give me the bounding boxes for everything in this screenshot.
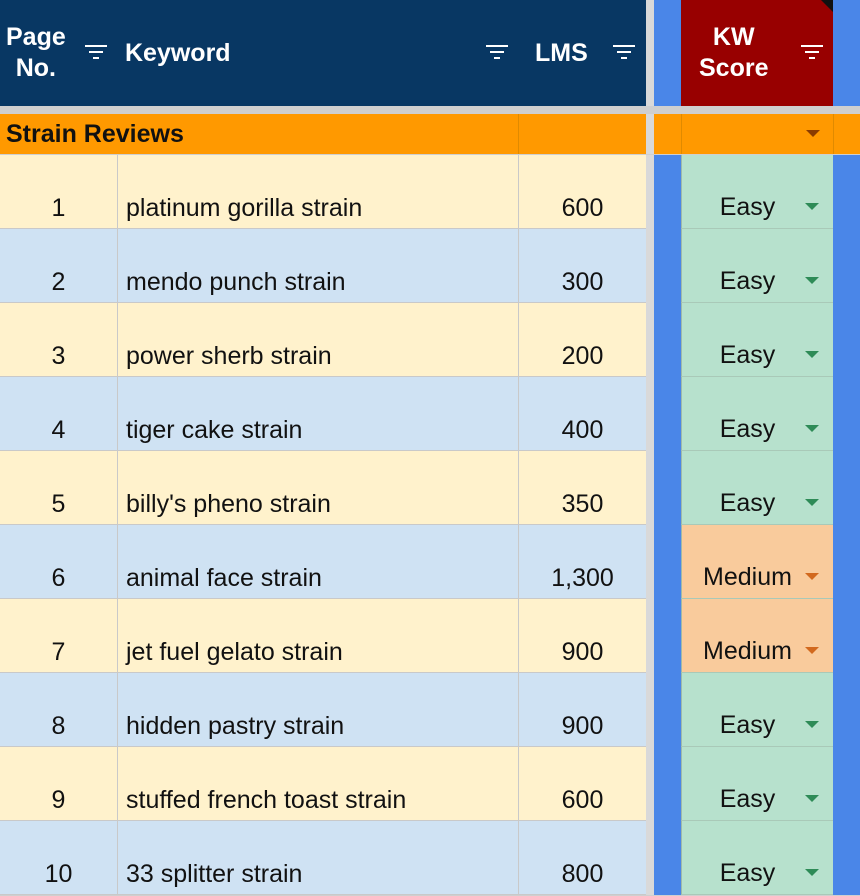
header-right-strip [833,0,860,106]
header-keyword: Keyword [125,39,231,67]
kw-score-dropdown[interactable] [681,377,833,451]
lms-cell[interactable]: 600 [561,194,604,222]
section-right [833,114,860,154]
page-number-cell[interactable]: 8 [51,712,66,740]
dropdown-arrow-icon[interactable] [805,573,819,580]
kw-score-value: Easy [719,489,776,517]
kw-score-dropdown[interactable] [681,599,833,673]
row-right-strip [833,673,860,747]
page-number-cell[interactable]: 5 [51,490,66,518]
row-right-strip [833,229,860,303]
section-divider [518,114,519,154]
header-keyword-cell [118,0,519,106]
lms-cell[interactable]: 900 [561,638,604,666]
lms-cell[interactable]: 600 [561,786,604,814]
keyword-cell[interactable]: jet fuel gelato strain [126,638,343,666]
page-number-cell[interactable]: 10 [44,860,73,888]
section-score-cell[interactable] [681,114,833,154]
kw-score-dropdown[interactable] [681,451,833,525]
header-page-no: Page No. [6,23,66,82]
kw-score-dropdown[interactable] [681,673,833,747]
row-gap [646,451,654,525]
lms-cell[interactable]: 350 [561,490,604,518]
row-right-strip [833,155,860,229]
header-lms: LMS [535,39,588,67]
row-gap [646,747,654,821]
lms-cell[interactable]: 900 [561,712,604,740]
dropdown-arrow-icon[interactable] [805,721,819,728]
dropdown-arrow-icon[interactable] [805,647,819,654]
kw-score-value: Medium [703,637,792,665]
row-right-strip [833,303,860,377]
row-gap [646,673,654,747]
row-gap [646,525,654,599]
row-blue-strip [654,821,681,895]
header-kw-score-cell [681,0,833,106]
row-gap [646,229,654,303]
dropdown-arrow-icon[interactable] [805,869,819,876]
row-right-strip [833,451,860,525]
kw-score-value: Easy [719,711,776,739]
keyword-cell[interactable]: hidden pastry strain [126,712,345,740]
row-gap [646,303,654,377]
section-title: Strain Reviews [6,120,184,148]
row-gap [646,155,654,229]
kw-score-dropdown[interactable] [681,747,833,821]
kw-score-dropdown[interactable] [681,155,833,229]
row-right-strip [833,525,860,599]
page-number-cell[interactable]: 7 [51,638,66,666]
row-blue-strip [654,747,681,821]
kw-score-value: Medium [703,563,792,591]
keyword-cell[interactable]: power sherb strain [126,342,332,370]
keyword-cell[interactable]: 33 splitter strain [126,860,303,888]
keyword-cell[interactable]: tiger cake strain [126,416,303,444]
row-blue-strip [654,525,681,599]
comment-corner-icon [821,0,833,12]
keyword-filter-icon[interactable] [486,45,508,59]
row-gap [646,377,654,451]
kw-score-dropdown[interactable] [681,821,833,895]
page-number-cell[interactable]: 6 [51,564,66,592]
row-right-strip [833,377,860,451]
lms-cell[interactable]: 400 [561,416,604,444]
row-right-strip [833,821,860,895]
row-blue-strip [654,377,681,451]
dropdown-arrow-icon[interactable] [805,277,819,284]
dropdown-arrow-icon[interactable] [805,425,819,432]
kw-score-filter-icon[interactable] [801,45,823,59]
row-blue-strip [654,155,681,229]
keyword-cell[interactable]: stuffed french toast strain [126,786,407,814]
row-right-strip [833,747,860,821]
row-blue-strip [654,229,681,303]
header-page-no-cell [0,0,118,106]
row-blue-strip [654,673,681,747]
header-kw-score: KW Score [699,23,769,82]
kw-score-dropdown[interactable] [681,303,833,377]
header-blue-strip [654,0,681,106]
kw-score-value: Easy [719,859,776,887]
kw-score-value: Easy [719,267,776,295]
lms-filter-icon[interactable] [613,45,635,59]
kw-score-dropdown[interactable] [681,229,833,303]
page-number-cell[interactable]: 3 [51,342,66,370]
lms-cell[interactable]: 300 [561,268,604,296]
row-gap [646,821,654,895]
header-gap [646,0,654,106]
row-blue-strip [654,599,681,673]
dropdown-arrow-icon[interactable] [805,203,819,210]
row-right-strip [833,599,860,673]
section-dropdown-arrow-icon[interactable] [806,130,820,137]
page-number-cell[interactable]: 9 [51,786,66,814]
page-no-filter-icon[interactable] [85,45,107,59]
row-blue-strip [654,451,681,525]
dropdown-arrow-icon[interactable] [805,499,819,506]
kw-score-value: Easy [719,415,776,443]
kw-score-value: Easy [719,341,776,369]
keyword-cell[interactable]: billy's pheno strain [126,490,331,518]
header-lms-cell [519,0,646,106]
dropdown-arrow-icon[interactable] [805,351,819,358]
kw-score-value: Easy [719,785,776,813]
lms-cell[interactable]: 200 [561,342,604,370]
kw-score-value: Easy [719,193,776,221]
keyword-cell[interactable]: animal face strain [126,564,322,592]
lms-cell[interactable]: 800 [561,860,604,888]
section-gap [646,114,654,154]
page-number-cell[interactable]: 2 [51,268,66,296]
lms-cell[interactable]: 1,300 [551,564,614,592]
row-blue-strip [654,303,681,377]
dropdown-arrow-icon[interactable] [805,795,819,802]
keyword-cell[interactable]: mendo punch strain [126,268,346,296]
page-number-cell[interactable]: 4 [51,416,66,444]
section-strip [654,114,681,154]
page-number-cell[interactable]: 1 [51,194,66,222]
row-gap [646,599,654,673]
kw-score-dropdown[interactable] [681,525,833,599]
keyword-cell[interactable]: platinum gorilla strain [126,194,363,222]
